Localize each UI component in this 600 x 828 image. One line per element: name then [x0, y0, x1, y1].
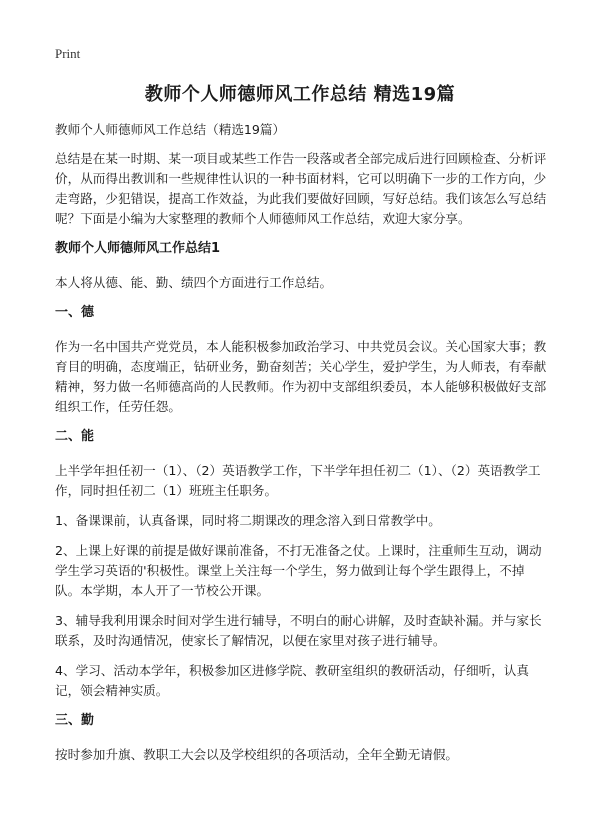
article-subtitle: 教师个人师德师风工作总结（精选19篇）: [55, 122, 286, 137]
summary-heading: 教师个人师德师风工作总结1: [55, 241, 221, 256]
print-link[interactable]: Print: [55, 46, 81, 61]
de-paragraph: 作为一名中国共产党党员，本人能积极参加政治学习、中共党员会议。关心国家大事；教育目的明确，态度端正，钻研业务，勤奋刻苦；关心学生，爱护学生，为人师表，有奉献精神，努力做一名师德高尚的人民教师。作为初中支部组织委员，本人能够积极做好支部组织工作，任劳任怨。: [55, 339, 547, 414]
neng-item-3: 3、辅导我利用课余时间对学生进行辅导，不明白的耐心讲解，及时查缺补漏。并与家长联系，及时沟通情况，使家长了解情况，以便在家里对孩子进行辅导。: [55, 613, 542, 648]
neng-item-2: 2、上课上好课的前提是做好课前准备，不打无准备之仗。上课时，注重师生互动，调动学生学习英语的'积极性。课堂上关注每一个学生，努力做到让每个学生跟得上，不掉队。本学期，本人开了一节校公开课。: [55, 543, 542, 598]
neng-item-4: 4、学习、活动本学年，积极参加区进修学院、教研室组织的教研活动，仔细听，认真记，领会精神实质。: [55, 663, 529, 698]
intro-paragraph: 总结是在某一时期、某一项目或某些工作告一段落或者全部完成后进行回顾检查、分析评价，从而得出教训和一些规律性认识的一种书面材料，它可以明确下一步的工作方向，少走弯路，少犯错误，提高工作效益，为此我们要做好回顾，写好总结。我们该怎么写总结呢？下面是小编为大家整理的教师个人师德师风工作总结，欢迎大家分享。: [55, 151, 547, 226]
section-heading-qin: 三、勤: [55, 713, 95, 728]
neng-paragraph: 上半学年担任初一（1）、（2）英语教学工作，下半学年担任初二（1）、（2）英语教学工作，同时担任初二（1）班班主任职务。: [55, 463, 541, 498]
section-heading-de: 一、德: [55, 305, 95, 320]
section-heading-neng: 二、能: [55, 429, 95, 444]
qin-paragraph: 按时参加升旗、教职工大会以及学校组织的各项活动，全年全勤无请假。: [55, 747, 458, 762]
article-body: [55, 120, 547, 775]
neng-item-1: 1、备课课前，认真备课，同时将二期课改的理念溶入到日常教学中。: [55, 513, 441, 528]
summary-intro-paragraph: 本人将从德、能、勤、绩四个方面进行工作总结。: [55, 275, 333, 290]
page-title: 教师个人师德师风工作总结 精选19篇: [144, 84, 456, 105]
